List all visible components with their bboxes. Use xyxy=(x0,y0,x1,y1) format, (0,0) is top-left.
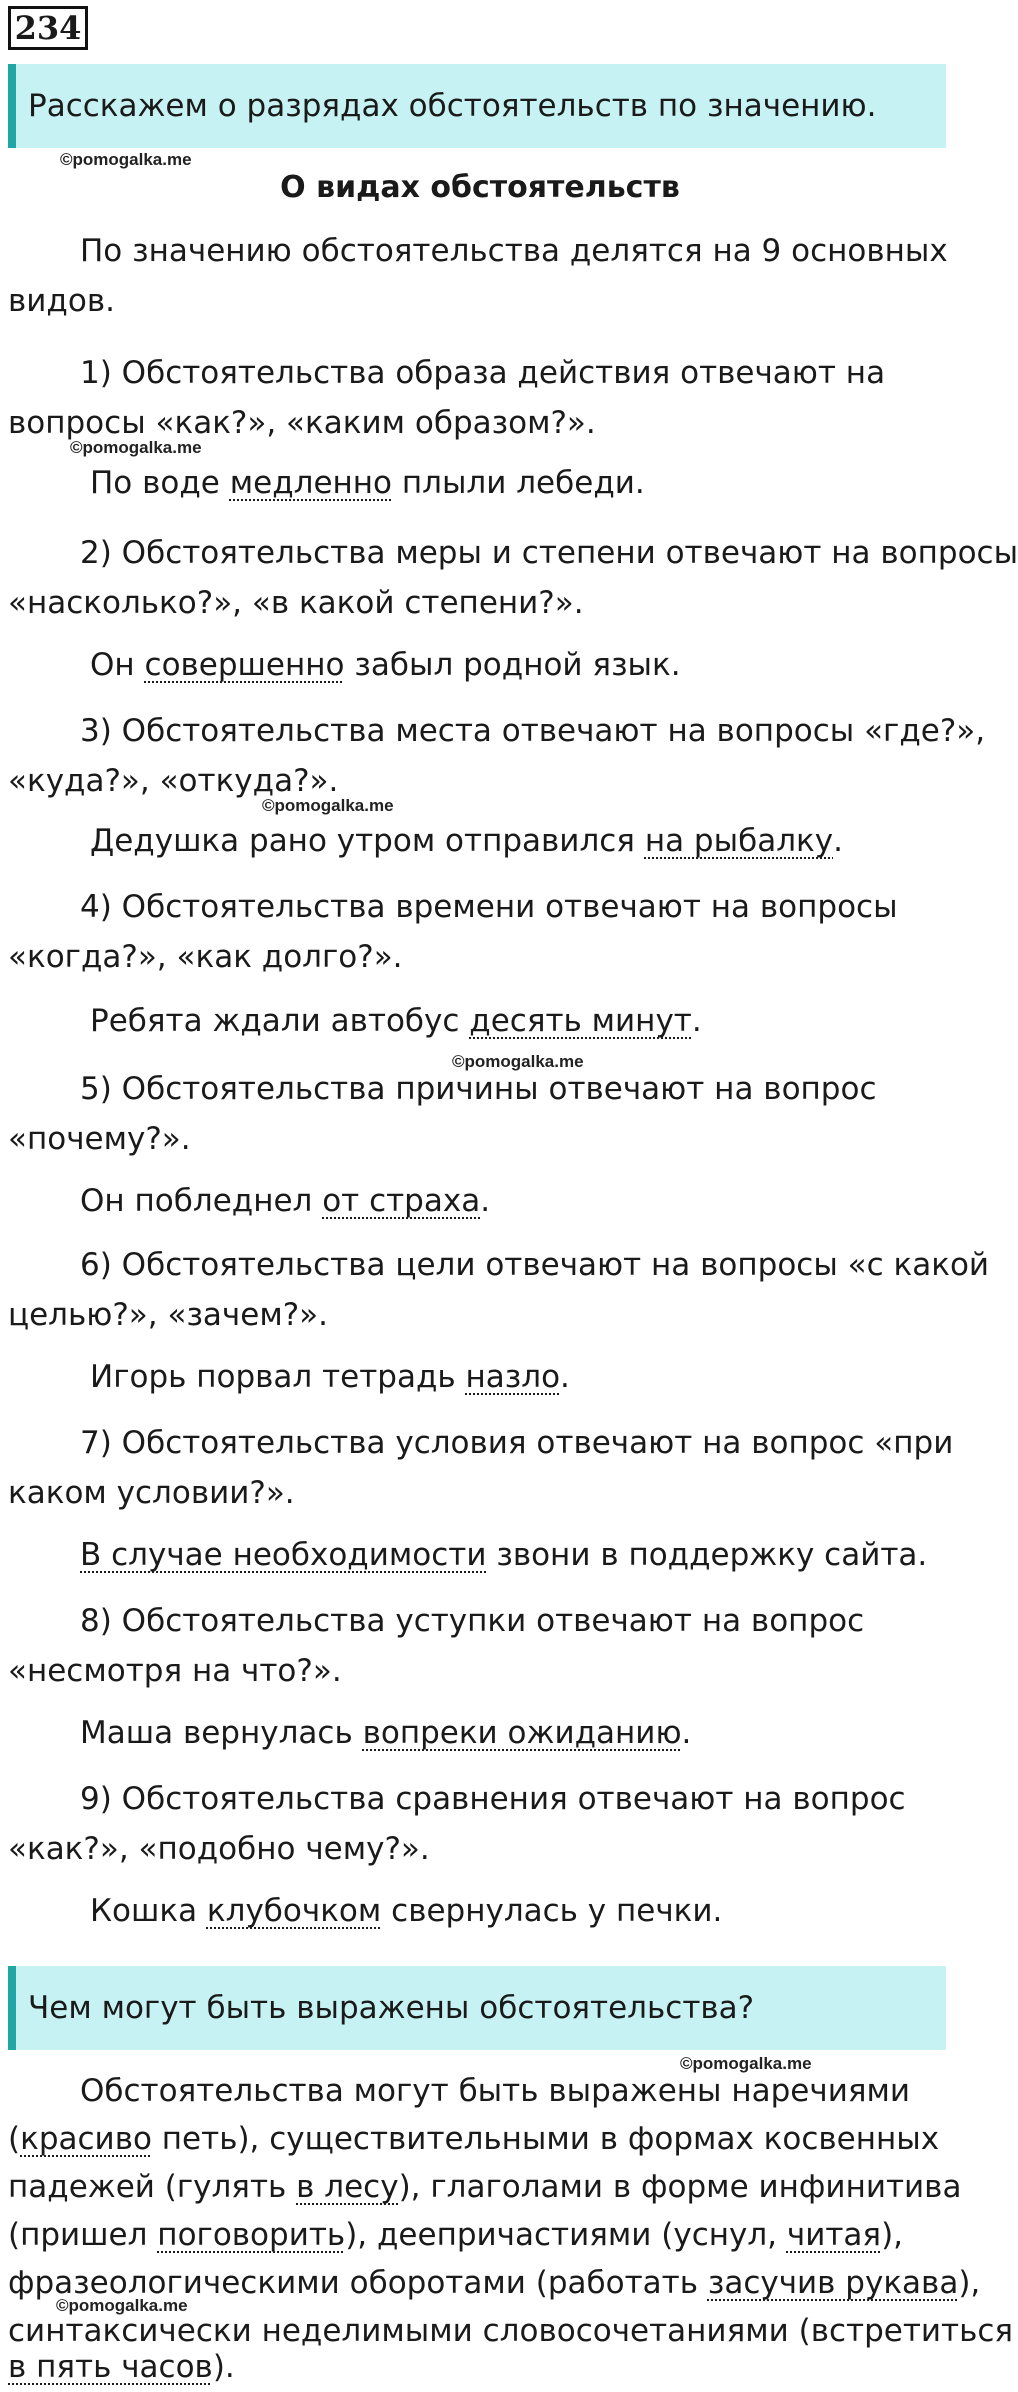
adverbial-underlined: засучив рукава xyxy=(707,2265,959,2301)
type-6-line-1: 6) Обстоятельства цели отвечают на вопросы «с какой xyxy=(80,1247,990,1283)
adverbial-underlined: в пять часов xyxy=(8,2349,213,2385)
type-3-line-2: «куда?», «откуда?». xyxy=(8,763,339,799)
final-text: падежей (гулять xyxy=(8,2169,297,2205)
adverbial-underlined: от страха xyxy=(322,1183,481,1219)
watermark: ©pomogalka.me xyxy=(680,2054,812,2073)
task-number: 234 xyxy=(8,6,88,50)
type-8-line-2: «несмотря на что?». xyxy=(8,1653,342,1689)
example-text: Кошка xyxy=(90,1893,207,1929)
final-text: ), xyxy=(958,2265,981,2301)
final-text: ), xyxy=(881,2217,904,2253)
type-2-example xyxy=(90,640,681,690)
final-text: ). xyxy=(212,2349,235,2385)
type-7-example xyxy=(80,1530,927,1580)
banner-question-1: Расскажем о разрядах обстоятельств по значению. xyxy=(8,64,946,148)
final-text: фразеологическими оборотами (работать xyxy=(8,2265,708,2301)
intro-line-1: По значению обстоятельства делятся на 9 основных xyxy=(80,233,948,269)
final-line-7 xyxy=(8,2342,958,2392)
type-3-line-1: 3) Обстоятельства места отвечают на вопросы «где?», xyxy=(80,713,986,749)
adverbial-underlined: медленно xyxy=(229,465,393,501)
example-text: Он побледнел xyxy=(80,1183,323,1219)
type-6-example xyxy=(90,1352,570,1402)
adverbial-underlined: клубочком xyxy=(206,1893,382,1929)
watermark: ©pomogalka.me xyxy=(56,2296,188,2315)
example-text: плыли лебеди. xyxy=(392,465,645,501)
type-1-line-2: вопросы «как?», «каким образом?». xyxy=(8,405,596,441)
example-text: Ребята ждали автобус xyxy=(90,1003,470,1039)
adverbial-underlined: поговорить xyxy=(157,2217,346,2253)
watermark: ©pomogalka.me xyxy=(452,1052,584,1071)
type-8-example xyxy=(80,1708,691,1758)
adverbial-underlined: В случае необходимости xyxy=(80,1537,487,1573)
type-4-line-2: «когда?», «как долго?». xyxy=(8,939,403,975)
type-5-line-1: 5) Обстоятельства причины отвечают на вопрос xyxy=(80,1071,877,1107)
example-text: . xyxy=(480,1183,491,1219)
type-1-line-1: 1) Обстоятельства образа действия отвечают на xyxy=(80,355,886,391)
example-text: звони в поддержку сайта. xyxy=(486,1537,928,1573)
example-text: забыл родной язык. xyxy=(344,647,681,683)
adverbial-underlined: вопреки ожиданию xyxy=(362,1715,682,1751)
type-9-example xyxy=(90,1886,722,1936)
final-text: петь), существительными в формах косвенных xyxy=(151,2121,940,2157)
adverbial-underlined: десять минут xyxy=(469,1003,692,1039)
adverbial-underlined: красиво xyxy=(20,2121,152,2157)
example-text: Он xyxy=(90,647,145,683)
type-2-line-1: 2) Обстоятельства меры и степени отвечают на вопросы xyxy=(80,535,1018,571)
final-line-6: синтаксически неделимыми словосочетаниями (встретиться xyxy=(8,2313,1014,2349)
example-text: Маша вернулась xyxy=(80,1715,363,1751)
final-text: (пришел xyxy=(8,2217,158,2253)
type-9-line-1: 9) Обстоятельства сравнения отвечают на вопрос xyxy=(80,1781,906,1817)
adverbial-underlined: в лесу xyxy=(296,2169,399,2205)
type-8-line-1: 8) Обстоятельства уступки отвечают на вопрос xyxy=(80,1603,865,1639)
type-4-line-1: 4) Обстоятельства времени отвечают на вопросы xyxy=(80,889,898,925)
adverbial-underlined: назло xyxy=(465,1359,561,1395)
example-text: . xyxy=(833,823,843,859)
type-1-example xyxy=(90,458,645,508)
type-6-line-2: целью?», «зачем?». xyxy=(8,1297,328,1333)
intro-line-2: видов. xyxy=(8,283,115,319)
adverbial-underlined: совершенно xyxy=(144,647,345,683)
type-2-line-2: «насколько?», «в какой степени?». xyxy=(8,585,584,621)
example-text: свернулась у печки. xyxy=(381,1893,723,1929)
watermark: ©pomogalka.me xyxy=(70,438,202,457)
example-text: Игорь порвал тетрадь xyxy=(90,1359,466,1395)
type-5-example xyxy=(80,1176,490,1226)
adverbial-underlined: читая xyxy=(786,2217,882,2253)
type-5-line-2: «почему?». xyxy=(8,1121,191,1157)
type-7-line-1: 7) Обстоятельства условия отвечают на вопрос «при xyxy=(80,1425,954,1461)
adverbial-underlined: на рыбалку xyxy=(644,823,834,859)
banner-question-2: Чем могут быть выражены обстоятельства? xyxy=(8,1966,946,2050)
watermark: ©pomogalka.me xyxy=(262,796,394,815)
final-line-1: Обстоятельства могут быть выражены наречиями xyxy=(80,2073,911,2109)
watermark: ©pomogalka.me xyxy=(60,150,192,169)
final-text: ( xyxy=(8,2121,21,2157)
example-text: По воде xyxy=(90,465,230,501)
final-line-2 xyxy=(8,2114,958,2164)
section-title: О видах обстоятельств xyxy=(280,170,680,205)
example-text: . xyxy=(560,1359,570,1395)
type-9-line-2: «как?», «подобно чему?». xyxy=(8,1831,430,1867)
example-text: . xyxy=(691,1003,702,1039)
type-4-example xyxy=(90,996,702,1046)
example-text: . xyxy=(681,1715,692,1751)
final-text: ), деепричастиями (уснул, xyxy=(345,2217,787,2253)
type-7-line-2: каком условии?». xyxy=(8,1475,295,1511)
final-text: ), глаголами в форме инфинитива xyxy=(398,2169,962,2205)
final-line-3 xyxy=(8,2162,962,2212)
type-3-example xyxy=(90,816,843,866)
example-text: Дедушка рано утром отправился xyxy=(90,823,645,859)
final-line-4 xyxy=(8,2210,958,2260)
